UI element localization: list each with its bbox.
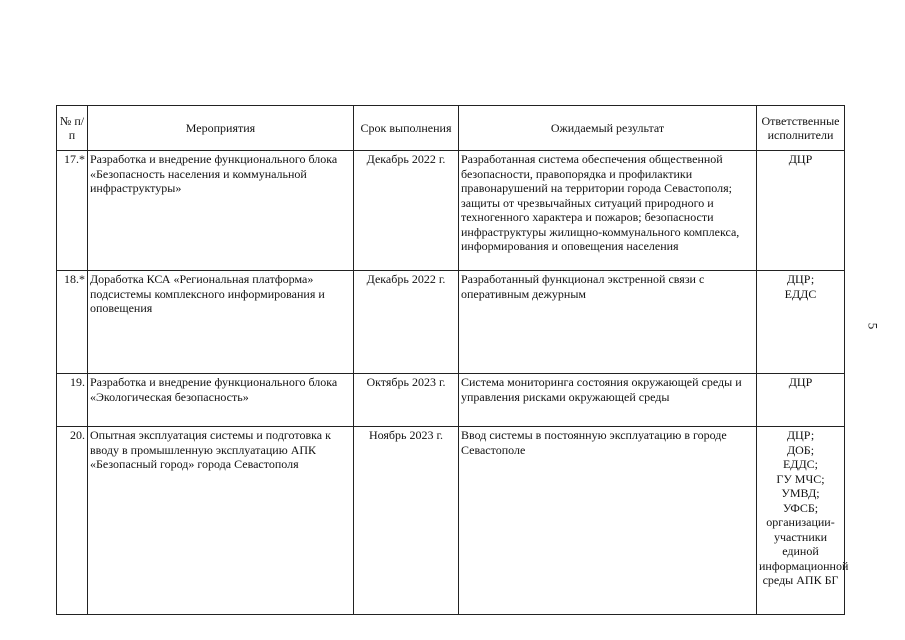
- table-row: [57, 374, 845, 427]
- table-row: [57, 427, 845, 615]
- row-deadline: Ноябрь 2023 г.: [354, 427, 459, 615]
- table-row: [57, 271, 845, 374]
- header-num: № п/п: [57, 106, 88, 151]
- row-executors: [757, 374, 845, 427]
- row-activity: Доработка КСА «Региональная платформа» подсистемы комплексного информирования и оповещения: [88, 271, 354, 374]
- row-number: 20.: [57, 427, 88, 615]
- row-deadline: Декабрь 2022 г.: [354, 271, 459, 374]
- executor: ЕДДС: [784, 286, 817, 301]
- row-executors: [757, 151, 845, 271]
- row-result: Разработанная система обеспечения общественной безопасности, правопорядка и профилактики правонарушений на территории города Севастополя; защиты от чрезвычайных ситуаций природного и техногенного характера и пожаров; безопасности инфраструктуры жилищно-коммунального комплекса, информирования и оповещения населения: [459, 151, 757, 271]
- row-result: Разработанный функционал экстренной связи с оперативным дежурным: [459, 271, 757, 374]
- row-activity: Опытная эксплуатация системы и подготовка к вводу в промышленную эксплуатацию АПК «Безопасный город» города Севастополя: [88, 427, 354, 615]
- executor: ДЦР: [788, 152, 813, 166]
- row-activity: Разработка и внедрение функционального блока «Экологическая безопасность»: [88, 374, 354, 427]
- row-number: 17.*: [57, 151, 88, 271]
- page-number: 5: [865, 322, 881, 330]
- row-executors: [757, 271, 845, 374]
- header-deadline: Срок выполнения: [354, 106, 459, 151]
- executor: организации-участники единой информационной среды АПК БГ: [759, 515, 849, 587]
- executor: ДЦР;: [786, 428, 815, 442]
- executor: УФСБ;: [782, 500, 819, 515]
- table-header-row: [57, 106, 845, 151]
- executor: ДОБ;: [786, 442, 815, 457]
- row-number: 19.: [57, 374, 88, 427]
- executor: ДЦР;: [786, 272, 815, 286]
- executor: ДЦР: [788, 375, 813, 389]
- table-row: [57, 151, 845, 271]
- executor: УМВД;: [781, 486, 820, 500]
- row-activity: Разработка и внедрение функционального блока «Безопасность населения и коммунальной инфраструктуры»: [88, 151, 354, 271]
- header-result: Ожидаемый результат: [459, 106, 757, 151]
- row-result: Система мониторинга состояния окружающей среды и управления рисками окружающей среды: [459, 374, 757, 427]
- row-deadline: Декабрь 2022 г.: [354, 151, 459, 271]
- row-number: 18.*: [57, 271, 88, 374]
- row-executors: [757, 427, 849, 615]
- row-deadline: Октябрь 2023 г.: [354, 374, 459, 427]
- header-activity: Мероприятия: [88, 106, 354, 151]
- executor: ГУ МЧС;: [776, 471, 825, 486]
- executor: ЕДДС;: [782, 457, 819, 471]
- measures-table: [56, 105, 849, 615]
- row-result: Ввод системы в постоянную эксплуатацию в городе Севастополе: [459, 427, 757, 615]
- header-executors: Ответственные исполнители: [757, 106, 845, 151]
